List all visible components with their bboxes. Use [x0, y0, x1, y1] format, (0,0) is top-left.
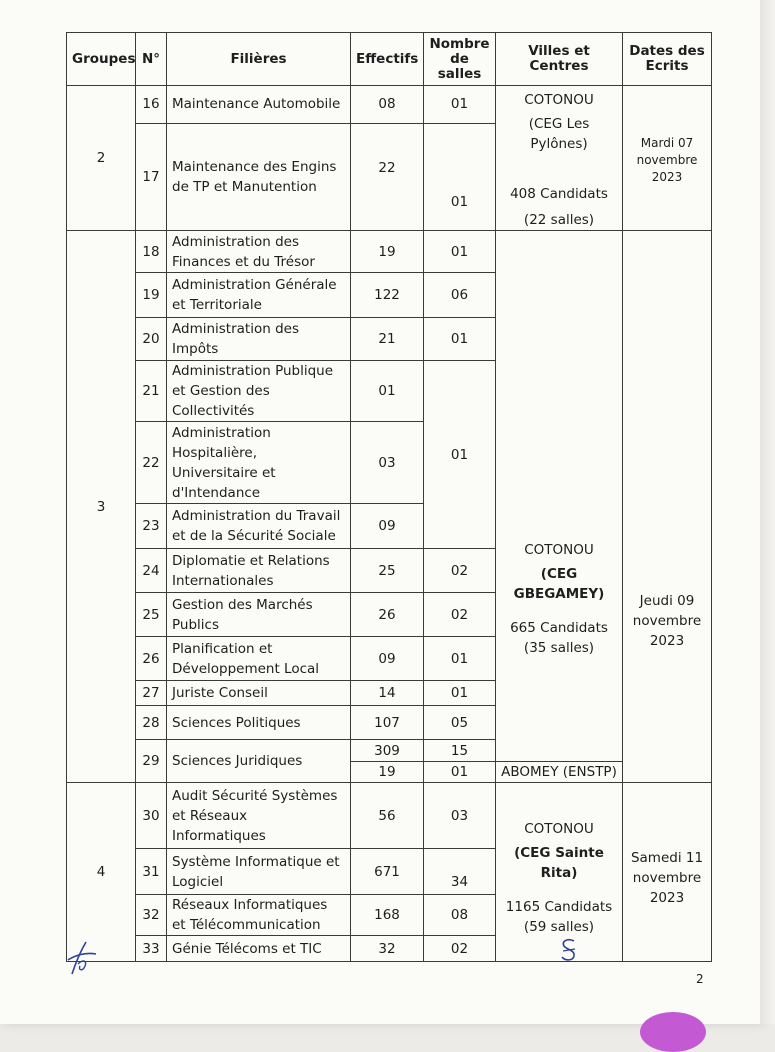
- page-number: 2: [696, 972, 704, 986]
- salles-value: 02: [424, 549, 496, 593]
- filiere-name: Sciences Juridiques: [167, 740, 351, 783]
- filiere-name: Administration Publique et Gestion des Collectivités: [167, 361, 351, 422]
- row-number: 23: [136, 504, 167, 549]
- salles-value: 01: [424, 762, 496, 783]
- effectif-value: 21: [351, 318, 424, 361]
- effectif-value: 22: [351, 123, 424, 230]
- row-number: 27: [136, 681, 167, 706]
- header-villes: Villes et Centres: [496, 33, 623, 86]
- effectif-value: 56: [351, 783, 424, 849]
- effectif-value: 03: [351, 422, 424, 504]
- filiere-name: Sciences Politiques: [167, 706, 351, 740]
- ville-city: COTONOU: [524, 542, 594, 558]
- effectif-value: 309: [351, 740, 424, 762]
- ville-extra-centre: ABOMEY (ENSTP): [496, 762, 623, 783]
- effectif-value: 08: [351, 86, 424, 124]
- ville-centre-name: (CEG Sainte Rita): [514, 845, 604, 881]
- salles-value: 34: [424, 849, 496, 895]
- ville-centre-name: (CEG GBEGAMEY): [513, 566, 605, 602]
- filiere-name: Diplomatie et Relations Internationales: [167, 549, 351, 593]
- filiere-name: Audit Sécurité Systèmes et Réseaux Informatiques: [167, 783, 351, 849]
- row-number: 29: [136, 740, 167, 783]
- filiere-name: Maintenance des Engins de TP et Manutention: [167, 123, 351, 230]
- salles-value: 02: [424, 593, 496, 637]
- ville-centre-name: (CEG Les Pylônes): [528, 116, 590, 152]
- filiere-name: Planification et Développement Local: [167, 637, 351, 681]
- exam-date: Mardi 07 novembre 2023: [623, 86, 712, 231]
- effectif-value: 122: [351, 273, 424, 318]
- row-number: 18: [136, 231, 167, 273]
- header-num: N°: [136, 33, 167, 86]
- row-number: 16: [136, 86, 167, 124]
- effectif-value: 19: [351, 762, 424, 783]
- filiere-name: Administration des Impôts: [167, 318, 351, 361]
- table-row: [67, 783, 712, 849]
- salles-value: 15: [424, 740, 496, 762]
- effectif-value: 107: [351, 706, 424, 740]
- header-row: [67, 33, 712, 86]
- ville-salles: (22 salles): [523, 212, 595, 228]
- initials-signature-right: [556, 936, 582, 964]
- row-number: 21: [136, 361, 167, 422]
- exam-date: Samedi 11 novembre 2023: [623, 783, 712, 962]
- filiere-name: Administration des Finances et du Trésor: [167, 231, 351, 273]
- effectif-value: 32: [351, 936, 424, 962]
- salles-value: 06: [424, 273, 496, 318]
- row-number: 26: [136, 637, 167, 681]
- row-number: 28: [136, 706, 167, 740]
- header-groupes: Groupes: [67, 33, 136, 86]
- row-number: 24: [136, 549, 167, 593]
- page-edge: [760, 0, 775, 1024]
- header-filieres: Filières: [167, 33, 351, 86]
- effectif-value: 14: [351, 681, 424, 706]
- filiere-name: Génie Télécoms et TIC: [167, 936, 351, 962]
- effectif-value: 01: [351, 361, 424, 422]
- effectif-value: 26: [351, 593, 424, 637]
- ville-city: COTONOU: [524, 92, 594, 108]
- row-number: 30: [136, 783, 167, 849]
- table-row: [67, 86, 712, 124]
- salles-value: 01: [424, 637, 496, 681]
- row-number: 31: [136, 849, 167, 895]
- ville-candidats: 1165 Candidats: [505, 899, 613, 915]
- ville-candidats: 665 Candidats: [510, 620, 608, 636]
- group-id: 4: [67, 783, 136, 962]
- exam-date: Jeudi 09 novembre 2023: [623, 231, 712, 783]
- floating-action-bubble[interactable]: [640, 1012, 706, 1052]
- row-number: 22: [136, 422, 167, 504]
- row-number: 19: [136, 273, 167, 318]
- effectif-value: 671: [351, 849, 424, 895]
- salles-value: 08: [424, 895, 496, 936]
- salles-value: 01: [424, 681, 496, 706]
- row-number: 20: [136, 318, 167, 361]
- salles-value: 01: [424, 231, 496, 273]
- salles-value: 01: [424, 86, 496, 124]
- row-number: 33: [136, 936, 167, 962]
- filiere-name: Administration du Travail et de la Sécurité Sociale: [167, 504, 351, 549]
- ville-centre: [496, 231, 623, 762]
- filiere-name: Administration Hospitalière, Universitaire et d'Intendance: [167, 422, 351, 504]
- salles-value: 03: [424, 783, 496, 849]
- effectif-value: 09: [351, 637, 424, 681]
- ville-candidats: 408 Candidats: [510, 186, 608, 202]
- group-id: 3: [67, 231, 136, 783]
- filiere-name: Juriste Conseil: [167, 681, 351, 706]
- effectif-value: 25: [351, 549, 424, 593]
- salles-value: 05: [424, 706, 496, 740]
- effectif-value: 168: [351, 895, 424, 936]
- ville-city: COTONOU: [524, 821, 594, 837]
- header-salles: Nombre de salles: [424, 33, 496, 86]
- ville-centre: [496, 783, 623, 962]
- filiere-name: Réseaux Informatiques et Télécommunication: [167, 895, 351, 936]
- header-dates: Dates des Ecrits: [623, 33, 712, 86]
- row-number: 17: [136, 123, 167, 230]
- effectif-value: 09: [351, 504, 424, 549]
- table-row: [67, 231, 712, 273]
- filiere-name: Gestion des Marchés Publics: [167, 593, 351, 637]
- group-id: 2: [67, 86, 136, 231]
- filiere-name: Système Informatique et Logiciel: [167, 849, 351, 895]
- salles-value: 01: [424, 361, 496, 549]
- filiere-name: Maintenance Automobile: [167, 86, 351, 124]
- exam-schedule-table: [66, 32, 712, 962]
- row-number: 25: [136, 593, 167, 637]
- effectif-value: 19: [351, 231, 424, 273]
- filiere-name: Administration Générale et Territoriale: [167, 273, 351, 318]
- header-effectifs: Effectifs: [351, 33, 424, 86]
- ville-centre: [496, 86, 623, 231]
- initials-signature-left: [62, 940, 102, 976]
- ville-salles: (35 salles): [523, 640, 595, 656]
- salles-value: 01: [424, 123, 496, 230]
- salles-value: 01: [424, 318, 496, 361]
- row-number: 32: [136, 895, 167, 936]
- ville-salles: (59 salles): [523, 919, 595, 935]
- salles-value: 02: [424, 936, 496, 962]
